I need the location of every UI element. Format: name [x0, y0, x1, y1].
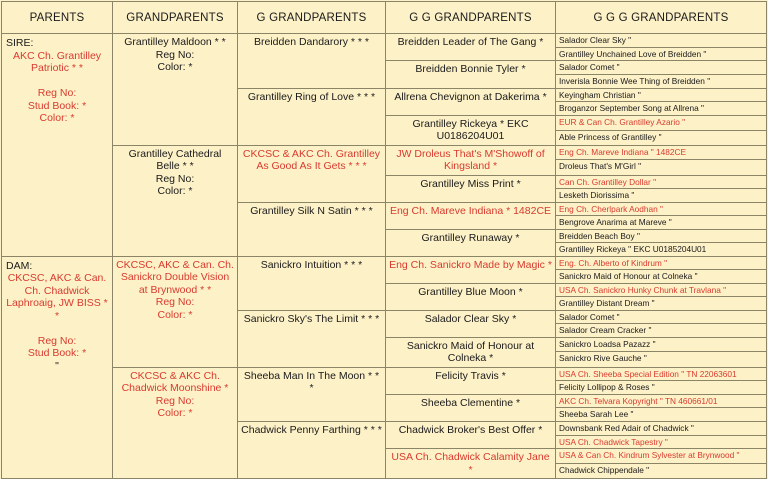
ggg-grandparent-cell: [556, 175, 767, 189]
g-grandparent-cell: [238, 367, 386, 422]
grandparent-name[interactable]: CKCSC & AKC Ch. Chadwick Moonshine *: [121, 369, 229, 394]
ggg-grandparent-name[interactable]: Sanickro Loadsa Pazazz ": [559, 338, 656, 349]
header-gg-grandparents: G G GRANDPARENTS: [386, 2, 556, 34]
grandparent-cell: [113, 145, 238, 256]
parent-name[interactable]: AKC Ch. Grantilley Patriotic * *: [12, 49, 102, 74]
gg-grandparent-cell: [386, 367, 556, 394]
ggg-grandparent-name[interactable]: EUR & Can Ch. Grantilley Azario ": [559, 116, 686, 127]
ggg-grandparent-name[interactable]: Able Princess of Grantilley ": [559, 131, 662, 142]
ggg-grandparent-name[interactable]: Eng Ch. Cherlpark Aodhan ": [559, 203, 663, 214]
gg-grandparent-cell: [386, 61, 556, 89]
ggg-grandparent-cell: [556, 88, 767, 102]
gg-grandparent-cell: [386, 256, 556, 283]
stud-book: Stud Book: *: [27, 99, 87, 112]
grandparent-cell: [113, 34, 238, 146]
reg-no: Reg No:: [155, 296, 195, 308]
g-grandparent-cell: [238, 422, 386, 479]
header-grandparents: GRANDPARENTS: [113, 2, 238, 34]
header-g-grandparents: G GRANDPARENTS: [238, 2, 386, 34]
ggg-grandparent-cell: [556, 47, 767, 61]
gg-grandparent-cell: [386, 337, 556, 367]
gg-grandparent-cell: [386, 88, 556, 115]
g-grandparent-name[interactable]: Grantilley Ring of Love * * *: [247, 90, 376, 103]
ggg-grandparent-cell: [556, 145, 767, 160]
ggg-grandparent-cell: [556, 34, 767, 48]
gg-grandparent-name[interactable]: Sheeba Clementine *: [420, 396, 521, 409]
ggg-grandparent-name[interactable]: Chadwick Chippendale ": [559, 465, 650, 475]
stud-book: Stud Book: *: [27, 347, 87, 359]
gg-grandparent-name[interactable]: Grantilley Runaway *: [421, 231, 520, 244]
g-grandparent-name[interactable]: Breidden Dandarory * * *: [254, 36, 369, 48]
g-grandparent-cell: [238, 256, 386, 310]
g-grandparent-name[interactable]: Sheeba Man In The Moon * * *: [243, 369, 380, 394]
ggg-grandparent-name[interactable]: Inverisla Bonnie Wee Thing of Breidden ": [559, 75, 711, 86]
ggg-grandparent-name[interactable]: Salador Comet ": [559, 62, 620, 72]
ggg-grandparent-cell: [556, 381, 767, 395]
g-grandparent-name[interactable]: Grantilley Silk N Satin * * *: [250, 204, 373, 217]
ggg-grandparent-name[interactable]: Salador Comet ": [559, 311, 620, 322]
header-ggg-grandparents: G G G GRANDPARENTS: [556, 2, 767, 34]
gg-grandparent-name[interactable]: JW Droleus That's M'Showoff of Kingsland *: [396, 147, 545, 172]
reg-no: Reg No:: [155, 394, 195, 407]
gg-grandparent-name[interactable]: Allrena Chevignon at Dakerima *: [394, 90, 547, 103]
ggg-grandparent-cell: [556, 130, 767, 145]
sire-cell: [2, 34, 113, 257]
ggg-grandparent-name[interactable]: Sanickro Maid of Honour at Colneka ": [559, 271, 698, 281]
reg-no: Reg No:: [155, 172, 195, 185]
g-grandparent-cell: [238, 34, 386, 89]
gg-grandparent-cell: [386, 283, 556, 310]
ggg-grandparent-cell: [556, 256, 767, 270]
ggg-grandparent-cell: [556, 394, 767, 408]
g-grandparent-cell: [238, 145, 386, 202]
section-label: SIRE:: [6, 37, 34, 49]
gg-grandparent-cell: [386, 422, 556, 449]
ggg-grandparent-name[interactable]: USA Ch. Sheeba Special Edition " TN 22063601: [559, 368, 737, 379]
section-label: DAM:: [6, 259, 33, 272]
color-value: Color: *: [157, 61, 193, 73]
gg-grandparent-name[interactable]: USA Ch. Chadwick Calamity Jane *: [391, 451, 550, 476]
ggg-grandparent-cell: [556, 337, 767, 352]
grandparent-name[interactable]: CKCSC, AKC & Can. Ch. Sanickro Double Vision at Brynwood * *: [116, 258, 234, 296]
ggg-grandparent-cell: [556, 408, 767, 422]
continuation-mark: ": [55, 359, 59, 372]
ggg-grandparent-name[interactable]: AKC Ch. Telvara Kopyright " TN 460661/01: [559, 395, 718, 406]
ggg-grandparent-name[interactable]: Eng. Ch. Alberto of Kindrum ": [559, 257, 668, 268]
g-grandparent-name[interactable]: CKCSC & AKC Ch. Grantilley As Good As It Gets * * *: [242, 147, 381, 172]
g-grandparent-cell: [238, 310, 386, 367]
gg-grandparent-name[interactable]: Salador Clear Sky *: [424, 312, 517, 325]
gg-grandparent-name[interactable]: Eng Ch. Sanickro Made by Magic *: [389, 258, 552, 271]
ggg-grandparent-name[interactable]: Downsbank Red Adair of Chadwick ": [559, 423, 694, 433]
gg-grandparent-cell: [386, 34, 556, 61]
color-value: Color: *: [157, 407, 193, 419]
grandparent-cell: [113, 256, 238, 367]
ggg-grandparent-cell: [556, 229, 767, 243]
ggg-grandparent-cell: [556, 283, 767, 297]
reg-no: Reg No:: [37, 87, 77, 99]
ggg-grandparent-name[interactable]: USA Ch. Sanickro Hunky Chunk at Travlana ": [559, 284, 727, 295]
pedigree-table: [1, 1, 767, 479]
pedigree-row: [2, 34, 767, 48]
g-grandparent-name[interactable]: Sanickro Intuition * * *: [260, 258, 363, 271]
ggg-grandparent-name[interactable]: Felicity Lollipop & Roses ": [559, 382, 655, 392]
ggg-grandparent-cell: [556, 160, 767, 175]
g-grandparent-cell: [238, 202, 386, 256]
gg-grandparent-cell: [386, 229, 556, 256]
ggg-grandparent-name[interactable]: Droleus That's M'Girl ": [559, 161, 642, 172]
ggg-grandparent-cell: [556, 422, 767, 436]
ggg-grandparent-name[interactable]: Salador Clear Sky ": [559, 35, 632, 45]
spacer: [6, 322, 108, 335]
ggg-grandparent-name[interactable]: Grantilley Rickeya " EKC U0185204U01: [559, 244, 707, 254]
reg-no: Reg No:: [155, 48, 195, 61]
g-grandparent-cell: [238, 88, 386, 145]
pedigree-row: [2, 145, 767, 160]
gg-grandparent-cell: [386, 202, 556, 229]
ggg-grandparent-name[interactable]: Keyingham Christian ": [559, 89, 641, 100]
color-value: Color: *: [39, 112, 75, 124]
ggg-grandparent-cell: [556, 189, 767, 203]
ggg-grandparent-cell: [556, 464, 767, 479]
ggg-grandparent-name[interactable]: USA & Can Ch. Kindrum Sylvester at Brynwood ": [559, 450, 740, 460]
ggg-grandparent-name[interactable]: Can Ch. Grantilley Dollar ": [559, 176, 657, 187]
ggg-grandparent-cell: [556, 202, 767, 216]
ggg-grandparent-cell: [556, 297, 767, 311]
ggg-grandparent-cell: [556, 61, 767, 75]
gg-grandparent-name[interactable]: Grantilley Blue Moon *: [418, 285, 523, 298]
reg-no: Reg No:: [37, 334, 77, 347]
header-row: [2, 2, 767, 34]
gg-grandparent-name[interactable]: Chadwick Broker's Best Offer *: [398, 424, 543, 436]
ggg-grandparent-cell: [556, 216, 767, 230]
ggg-grandparent-name[interactable]: Sanickro Rive Gauche ": [559, 353, 647, 364]
ggg-grandparent-name[interactable]: Bengrove Anarima at Mareve ": [559, 217, 672, 227]
spacer: [6, 75, 108, 88]
ggg-grandparent-cell: [556, 435, 767, 449]
ggg-grandparent-cell: [556, 270, 767, 284]
ggg-grandparent-cell: [556, 352, 767, 367]
gg-grandparent-cell: [386, 449, 556, 479]
gg-grandparent-name[interactable]: Grantilley Rickeya * EKC U0186204U01: [412, 117, 529, 142]
gg-grandparent-cell: [386, 115, 556, 145]
gg-grandparent-cell: [386, 310, 556, 337]
ggg-grandparent-cell: [556, 102, 767, 116]
ggg-grandparent-name[interactable]: Sheeba Sarah Lee ": [559, 409, 634, 419]
parent-name[interactable]: CKCSC, AKC & Can. Ch. Chadwick Laphroaig, JW BISS * *: [6, 272, 108, 322]
pedigree-row: [2, 367, 767, 381]
color-value: Color: *: [157, 185, 193, 197]
ggg-grandparent-name[interactable]: Eng Ch. Mareve Indiana " 1482CE: [559, 146, 687, 157]
header-parents: PARENTS: [2, 2, 113, 34]
gg-grandparent-cell: [386, 394, 556, 422]
ggg-grandparent-name[interactable]: Breidden Beach Boy ": [559, 230, 640, 241]
ggg-grandparent-cell: [556, 243, 767, 257]
dam-cell: [2, 256, 113, 479]
grandparent-cell: [113, 367, 238, 479]
ggg-grandparent-cell: [556, 324, 767, 338]
gg-grandparent-cell: [386, 145, 556, 175]
grandparent-name[interactable]: Grantilley Maldoon * *: [124, 36, 226, 48]
ggg-grandparent-name[interactable]: Grantilley Distant Dream ": [559, 298, 655, 308]
g-grandparent-name[interactable]: Chadwick Penny Farthing * * *: [241, 424, 382, 436]
ggg-grandparent-cell: [556, 310, 767, 324]
gg-grandparent-name[interactable]: Breidden Bonnie Tyler *: [415, 63, 526, 75]
gg-grandparent-name[interactable]: Felicity Travis *: [435, 369, 506, 382]
ggg-grandparent-name[interactable]: Grantilley Unchained Love of Breidden ": [559, 48, 707, 59]
g-grandparent-name[interactable]: Sanickro Sky's The Limit * * *: [243, 312, 380, 325]
ggg-grandparent-name[interactable]: Lesketh Diorissima ": [559, 190, 635, 200]
ggg-grandparent-name[interactable]: Salador Cream Cracker ": [559, 325, 652, 335]
grandparent-name[interactable]: Grantilley Cathedral Belle * *: [128, 147, 222, 172]
ggg-grandparent-cell: [556, 367, 767, 381]
ggg-grandparent-name[interactable]: USA Ch. Chadwick Tapestry ": [559, 436, 668, 447]
gg-grandparent-name[interactable]: Eng Ch. Mareve Indiana * 1482CE: [389, 204, 552, 217]
ggg-grandparent-cell: [556, 74, 767, 88]
gg-grandparent-name[interactable]: Breidden Leader of The Gang *: [397, 36, 544, 48]
gg-grandparent-name[interactable]: Sanickro Maid of Honour at Colneka *: [406, 339, 535, 364]
ggg-grandparent-cell: [556, 115, 767, 130]
ggg-grandparent-name[interactable]: Broganzor September Song at Allrena ": [559, 103, 705, 113]
pedigree-row: [2, 256, 767, 270]
color-value: Color: *: [157, 308, 193, 321]
gg-grandparent-name[interactable]: Grantilley Miss Print *: [420, 177, 521, 190]
gg-grandparent-cell: [386, 175, 556, 202]
